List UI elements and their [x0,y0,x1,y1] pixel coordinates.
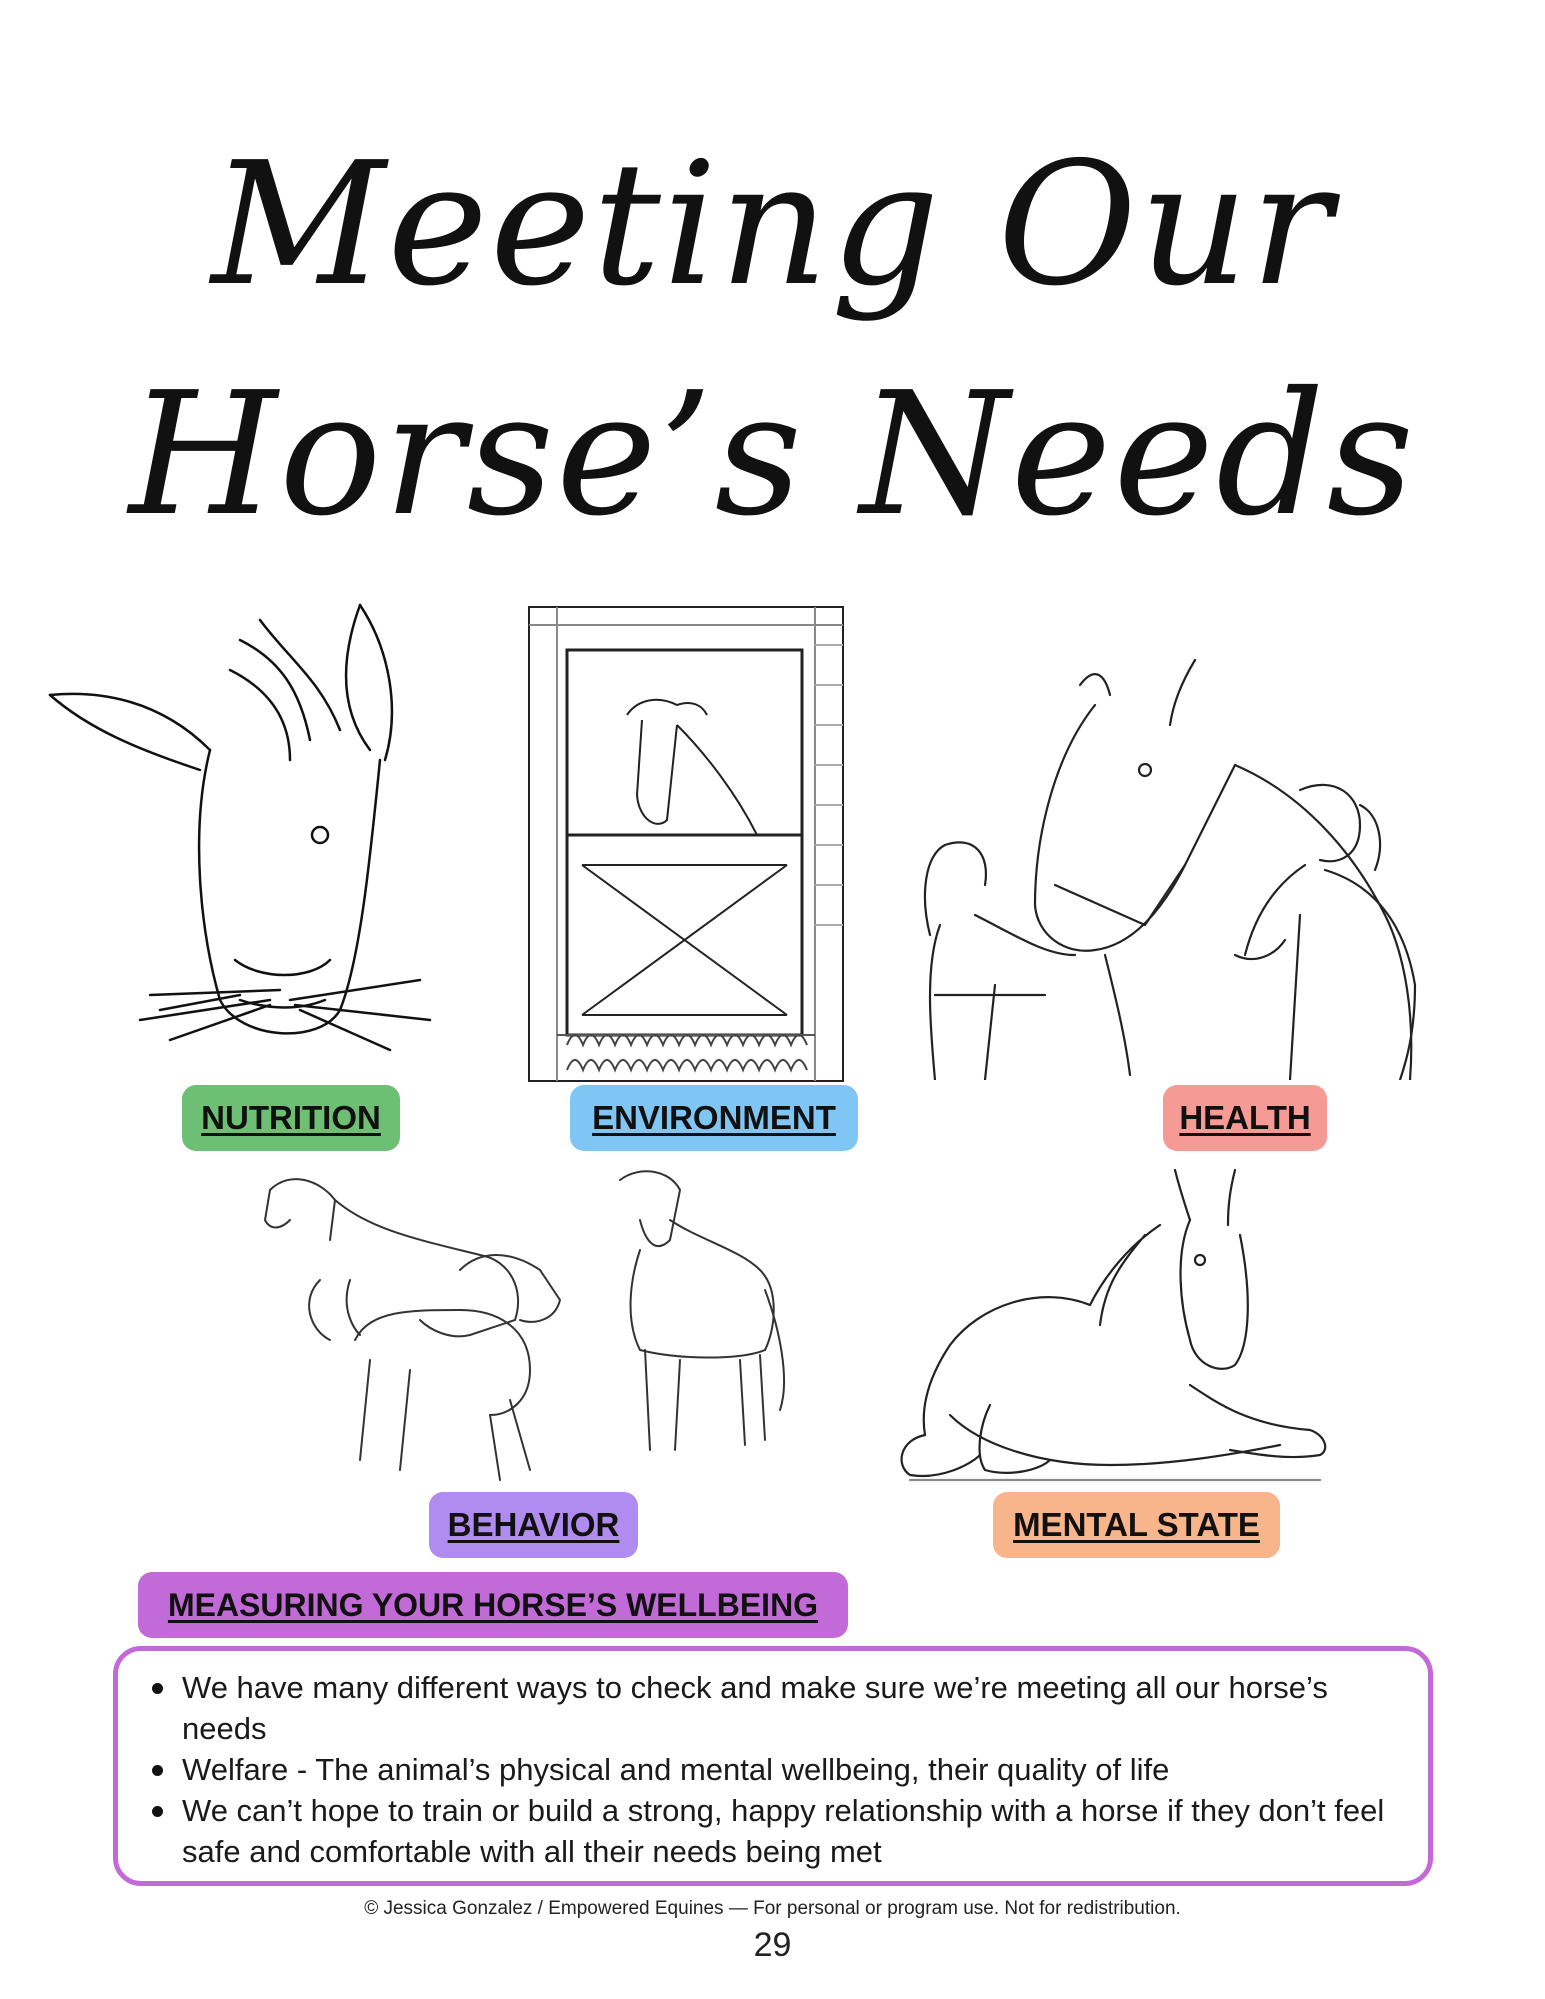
nutrition-label: NUTRITION [182,1085,400,1151]
wellbeing-bullet: We can’t hope to train or build a strong, happy relationship with a horse if they don’t feel safe and comfortable with all their needs being met [182,1790,1388,1872]
horse-lying-down-illustration [890,1165,1335,1495]
page-title-line-1: Meeting Our [211,126,1334,324]
health-label: HEALTH [1163,1085,1327,1151]
horse-in-stall-illustration [527,605,845,1083]
wellbeing-heading: MEASURING YOUR HORSE’S WELLBEING [138,1572,848,1638]
page-title-line-2: Horse’s Needs [128,356,1417,554]
page-number: 29 [753,1926,792,1964]
wellbeing-box [113,1646,1433,1886]
copyright-footer: © Jessica Gonzalez / Empowered Equines — For personal or program use. Not for redistribution. [364,1898,1181,1919]
wellbeing-bullet: Welfare - The animal’s physical and mental wellbeing, their quality of life [182,1749,1388,1790]
mental-state-label: MENTAL STATE [993,1492,1280,1558]
ponies-playing-illustration [260,1160,795,1505]
behavior-label: BEHAVIOR [429,1492,638,1558]
horse-eating-hay-illustration [40,600,460,1065]
people-caring-for-horse-illustration [905,655,1455,1080]
environment-label: ENVIRONMENT [570,1085,858,1151]
wellbeing-bullet: We have many different ways to check and make sure we’re meeting all our horse’s needs [182,1667,1388,1749]
wellbeing-list [182,1667,1388,1872]
